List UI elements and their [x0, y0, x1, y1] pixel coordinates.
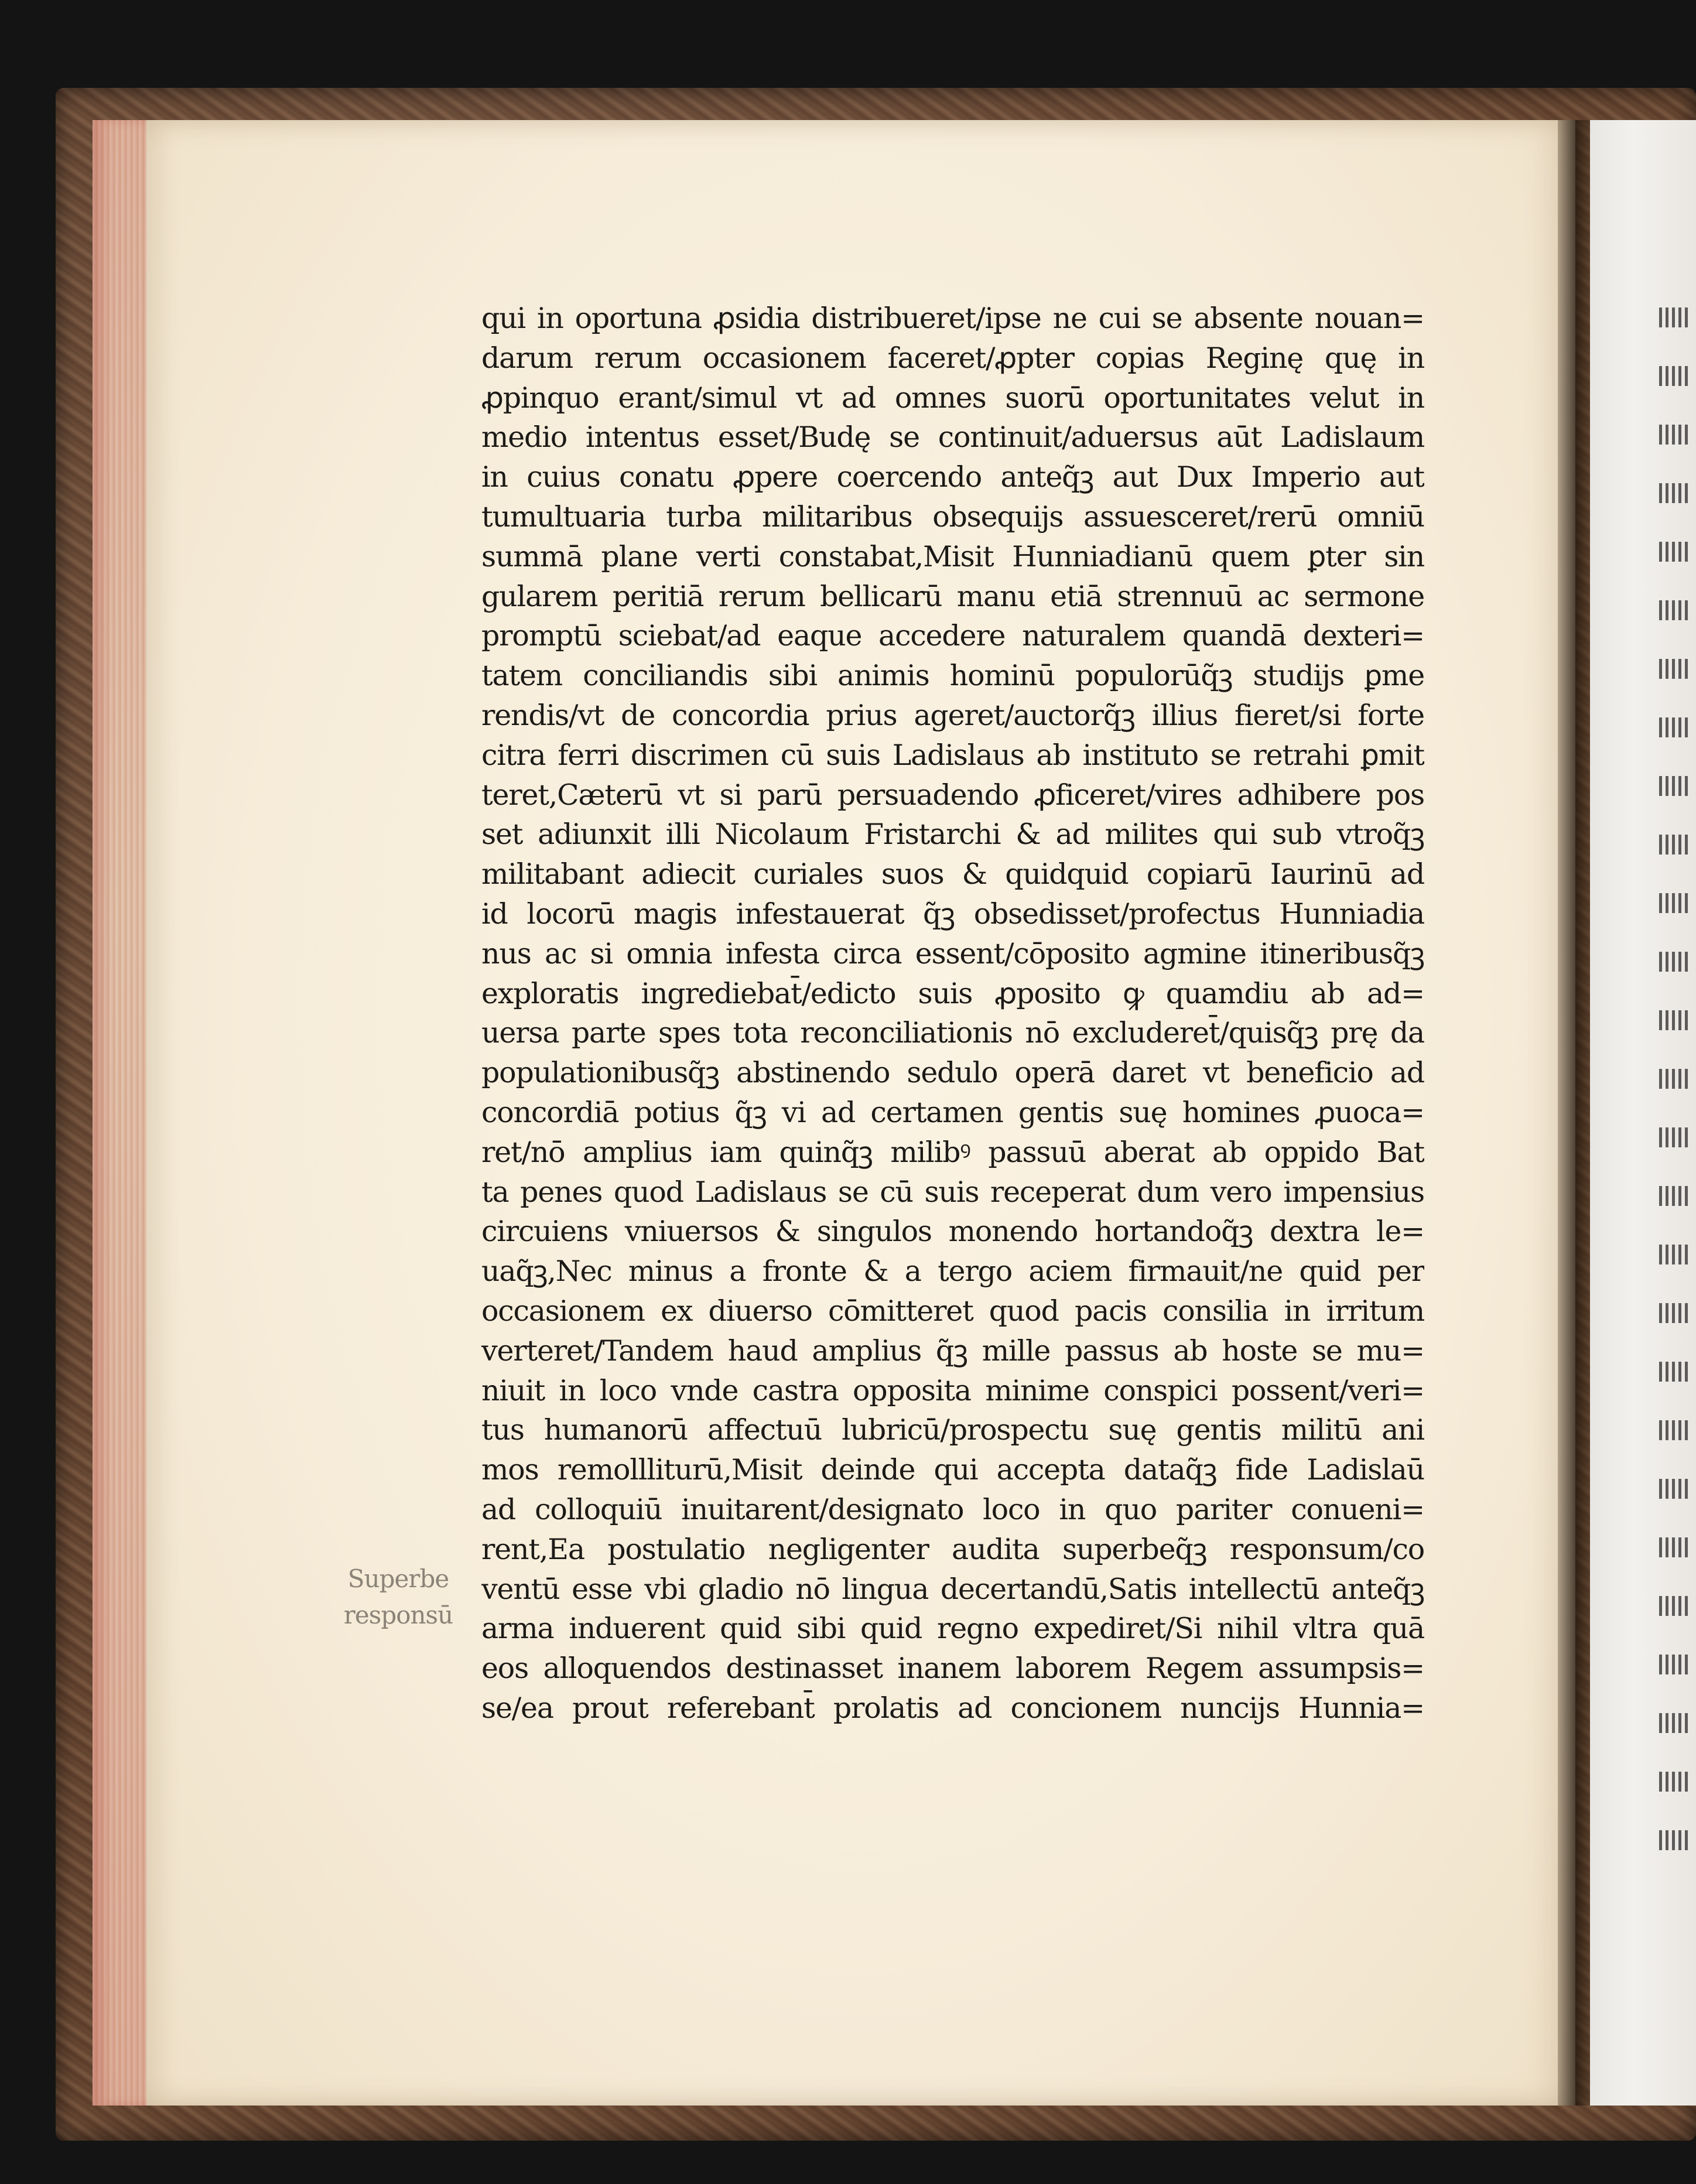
text-line: qui in oportuna ꝓsidia distribueret/ipse ne cui se absente nouan=	[481, 302, 1424, 335]
text-line: tus humanorū affectuū lubricū/prospectu suę gentis militū ani	[481, 1413, 1424, 1447]
facing-page-text-fragment	[1659, 483, 1691, 503]
facing-page-text-fragment	[1659, 1420, 1691, 1440]
facing-page-text-fragment	[1659, 835, 1691, 855]
text-line: nus ac si omnia infesta circa essent/cōposito agmine itineribusq̃ꝫ	[481, 937, 1424, 970]
text-line: medio intentus esset/Budę se continuit/aduersus aūt Ladislaum	[481, 421, 1424, 454]
text-line: summā plane verti constabat,Misit Hunniadianū quem ꝑter sin	[481, 539, 1424, 573]
facing-page-text-fragment	[1659, 1655, 1691, 1674]
text-line: darum rerum occasionem faceret/ꝓpter copias Reginę quę in	[481, 341, 1424, 375]
marginal-note-line: responsū	[343, 1601, 453, 1629]
text-line: tatem conciliandis sibi animis hominū populorūq̃ꝫ studijs ꝑme	[481, 659, 1424, 693]
facing-page-text-fragment	[1659, 1186, 1691, 1206]
facing-page-text-fragment	[1659, 1596, 1691, 1616]
facing-page-text-fragment	[1659, 1303, 1691, 1323]
text-line: ret/nō amplius iam quinq̃ꝫ milibꝰ passuū aberat ab oppido Bat	[481, 1135, 1424, 1169]
text-line: ventū esse vbi gladio nō lingua decertandū,Satis intellectū anteq̃ꝫ	[481, 1572, 1424, 1606]
text-line: niuit in loco vnde castra opposita minime conspici possent/veri=	[481, 1373, 1424, 1407]
facing-page-text-fragment	[1659, 1713, 1691, 1733]
facing-page-text-fragment	[1659, 307, 1691, 327]
facing-page-text-fragment	[1659, 1537, 1691, 1557]
text-line: arma induerent quid sibi quid regno expediret/Si nihil vltra quā	[481, 1612, 1424, 1646]
facing-page-text-fragment	[1659, 600, 1691, 620]
facing-page-text-fragment	[1659, 893, 1691, 913]
text-line: exploratis ingrediebat̄/edicto suis ꝓposito ꝙ quamdiu ab ad=	[481, 976, 1424, 1010]
text-line: promptū sciebat/ad eaque accedere naturalem quandā dexteri=	[481, 619, 1424, 653]
text-line: ꝓpinquo erant/simul vt ad omnes suorū oportunitates velut in	[481, 381, 1424, 415]
text-line: militabant adiecit curiales suos & quidquid copiarū Iaurinū ad	[481, 857, 1424, 891]
text-line: rendis/vt de concordia prius ageret/auctorq̃ꝫ illius fieret/si forte	[481, 698, 1424, 732]
facing-page-text-fragment	[1659, 1772, 1691, 1792]
facing-page-text-fragment	[1659, 366, 1691, 386]
facing-page-text-fragment	[1659, 425, 1691, 445]
text-line: verteret/Tandem haud amplius q̃ꝫ mille passus ab hoste se mu=	[481, 1334, 1424, 1368]
facing-page-text-fragment	[1659, 1127, 1691, 1147]
facing-page-text-fragment	[1659, 1245, 1691, 1264]
facing-page	[1590, 120, 1696, 2106]
text-line: se/ea prout referebant̄ prolatis ad concionem nuncijs Hunnia=	[481, 1691, 1424, 1725]
text-line: mos remollliturū,Misit deinde qui accepta dataq̃ꝫ fide Ladislaū	[481, 1453, 1424, 1487]
text-line: eos alloquendos destinasset inanem laborem Regem assumpsis=	[481, 1652, 1424, 1686]
text-line: teret,Cæterū vt si parū persuadendo ꝓficeret/vires adhibere pos	[481, 778, 1424, 812]
text-line: circuiens vniuersos & singulos monendo hortandoq̃ꝫ dextra le=	[481, 1215, 1424, 1249]
text-line: set adiunxit illi Nicolaum Fristarchi & ad milites qui sub vtroq̃ꝫ	[481, 818, 1424, 852]
text-line: rent,Ea postulatio negligenter audita superbeq̃ꝫ responsum/co	[481, 1532, 1424, 1566]
text-line: ad colloquiū inuitarent/designato loco in quo pariter conueni=	[481, 1492, 1424, 1526]
text-line: gularem peritiā rerum bellicarū manu etiā strennuū ac sermone	[481, 579, 1424, 613]
text-line: concordiā potius q̃ꝫ vi ad certamen gentis suę homines ꝓuoca=	[481, 1095, 1424, 1129]
text-line: ta penes quod Ladislaus se cū suis receperat dum vero impensius	[481, 1175, 1424, 1209]
facing-page-text-fragment	[1659, 542, 1691, 562]
facing-page-text-fragment	[1659, 1010, 1691, 1030]
facing-page-text-fragment	[1659, 659, 1691, 679]
page-edges	[93, 120, 148, 2106]
text-line: id locorū magis infestauerat q̃ꝫ obsedisset/profectus Hunniadia	[481, 897, 1424, 931]
facing-page-text-fragment	[1659, 1830, 1691, 1850]
text-line: tumultuaria turba militaribus obsequijs assuesceret/rerū omniū	[481, 500, 1424, 534]
text-line: uersa parte spes tota reconciliationis nō excluderet̄/quisq̃ꝫ prę da	[481, 1016, 1424, 1050]
facing-page-text-fragment	[1659, 952, 1691, 972]
book-gutter	[1558, 120, 1593, 2106]
marginal-note	[328, 1561, 469, 1633]
facing-page-text-fragment	[1659, 1362, 1691, 1382]
facing-page-text-fragment	[1659, 717, 1691, 737]
text-line: occasionem ex diuerso cōmitteret quod pacis consilia in irritum	[481, 1294, 1424, 1328]
text-line: populationibusq̃ꝫ abstinendo sedulo operā daret vt beneficio ad	[481, 1056, 1424, 1090]
marginal-note-line: Superbe	[347, 1564, 449, 1593]
text-line: in cuius conatu ꝓpere coercendo anteq̃ꝫ aut Dux Imperio aut	[481, 460, 1424, 494]
text-line: citra ferri discrimen cū suis Ladislaus ab instituto se retrahi ꝑmit	[481, 738, 1424, 772]
facing-page-text-fragment	[1659, 776, 1691, 796]
facing-page-text-fragment	[1659, 1479, 1691, 1499]
text-line: uaq̃ꝫ,Nec minus a fronte & a tergo aciem firmauit/ne quid per	[481, 1255, 1424, 1288]
main-text-block	[481, 299, 1424, 1728]
facing-page-text-fragment	[1659, 1069, 1691, 1089]
